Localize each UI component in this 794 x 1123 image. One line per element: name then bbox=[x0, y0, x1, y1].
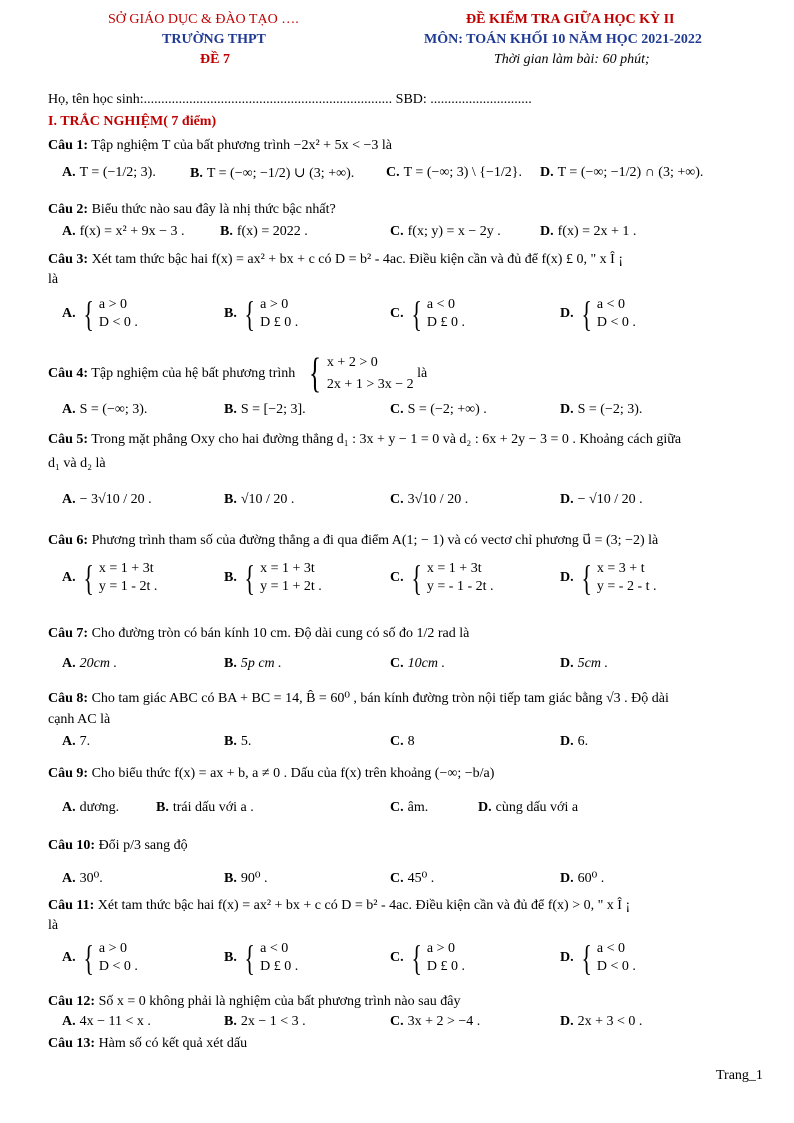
q2-option-b[interactable]: B. f(x) = 2022 . bbox=[220, 224, 308, 239]
q5-option-a[interactable]: A. − 3√10 / 20 . bbox=[62, 492, 152, 507]
question-6: Câu 6: Phương trình tham số của đường thẳng a đi qua điểm A(1; − 1) và có vectơ chỉ phương u⃗ = (3; −2) là bbox=[48, 533, 659, 548]
q7-option-d[interactable]: D. 5cm . bbox=[560, 656, 608, 671]
q2-option-a[interactable]: A. f(x) = x² + 9x − 3 . bbox=[62, 224, 185, 239]
question-1: Câu 1: Tập nghiệm T của bất phương trình −2x² + 5x < −3 là bbox=[48, 138, 392, 153]
question-2: Câu 2: Biểu thức nào sau đây là nhị thức bậc nhất? bbox=[48, 202, 336, 217]
q11-option-d[interactable]: D. { a < 0 D < 0 . bbox=[560, 938, 636, 978]
q3-option-d[interactable]: D. { a < 0 D < 0 . bbox=[560, 294, 636, 334]
page-number: Trang_1 bbox=[716, 1068, 763, 1083]
q9-option-c[interactable]: C. âm. bbox=[390, 800, 429, 815]
exam-code: ĐỀ 7 bbox=[200, 52, 230, 67]
question-12: Câu 12: Số x = 0 không phải là nghiệm của bất phương trình nào sau đây bbox=[48, 994, 461, 1009]
q2-option-d[interactable]: D. f(x) = 2x + 1 . bbox=[540, 224, 637, 239]
school-name: TRƯỜNG THPT bbox=[162, 32, 266, 47]
q3-option-c[interactable]: C. { a < 0 D £ 0 . bbox=[390, 294, 466, 334]
q6-option-c[interactable]: C. { x = 1 + 3t y = - 1 - 2t . bbox=[390, 558, 494, 598]
q3-option-b[interactable]: B. { a > 0 D £ 0 . bbox=[224, 294, 299, 334]
q7-option-b[interactable]: B. 5p cm . bbox=[224, 656, 282, 671]
q6-option-a[interactable]: A. { x = 1 + 3t y = 1 - 2t . bbox=[62, 558, 158, 598]
q12-option-a[interactable]: A. 4x − 11 < x . bbox=[62, 1014, 151, 1029]
q12-option-d[interactable]: D. 2x + 3 < 0 . bbox=[560, 1014, 643, 1029]
question-13: Câu 13: Hàm số có kết quả xét dấu bbox=[48, 1036, 248, 1051]
q12-option-b[interactable]: B. 2x − 1 < 3 . bbox=[224, 1014, 306, 1029]
q6-option-b[interactable]: B. { x = 1 + 3t y = 1 + 2t . bbox=[224, 558, 322, 598]
q5-option-c[interactable]: C. 3√10 / 20 . bbox=[390, 492, 469, 507]
q9-option-d[interactable]: D. cùng dấu với a bbox=[478, 800, 579, 815]
q1-option-b[interactable]: B. T = (−∞; −1/2) ∪ (3; +∞). bbox=[190, 166, 355, 181]
question-7: Câu 7: Cho đường tròn có bán kính 10 cm. Độ dài cung có số đo 1/2 rad là bbox=[48, 626, 470, 641]
q7-option-a[interactable]: A. 20cm . bbox=[62, 656, 117, 671]
q12-option-c[interactable]: C. 3x + 2 > −4 . bbox=[390, 1014, 481, 1029]
q5-option-d[interactable]: D. − √10 / 20 . bbox=[560, 492, 643, 507]
question-3: Câu 3: Xét tam thức bậc hai f(x) = ax² + bx + c có D = b² - 4ac. Điều kiện cần và đủ để f(x) £ 0, " x Î ¡ bbox=[48, 252, 623, 267]
section-heading: I. TRẮC NGHIỆM( 7 điểm) bbox=[48, 114, 217, 129]
q10-option-a[interactable]: A. 30⁰. bbox=[62, 871, 103, 886]
subject: MÔN: TOÁN KHỐI 10 NĂM HỌC 2021-2022 bbox=[424, 32, 702, 47]
q8-option-a[interactable]: A. 7. bbox=[62, 734, 91, 749]
q1-option-d[interactable]: D. T = (−∞; −1/2) ∩ (3; +∞). bbox=[540, 165, 704, 180]
exam-time: Thời gian làm bài: 60 phút; bbox=[494, 52, 650, 67]
q8-option-b[interactable]: B. 5. bbox=[224, 734, 252, 749]
q11-option-b[interactable]: B. { a < 0 D £ 0 . bbox=[224, 938, 299, 978]
question-4: Câu 4: Tập nghiệm của hệ bất phương trình { x + 2 > 0 2x + 1 > 3x − 2 là bbox=[48, 351, 428, 397]
department: SỞ GIÁO DỤC & ĐÀO TẠO …. bbox=[108, 12, 299, 27]
q4-option-a[interactable]: A. S = (−∞; 3). bbox=[62, 402, 148, 417]
question-5-cont: d₁ và d₂ là bbox=[48, 456, 106, 471]
q1-option-c[interactable]: C. T = (−∞; 3) \ {−1/2}. bbox=[386, 165, 523, 180]
question-10: Câu 10: Đổi p/3 sang độ bbox=[48, 838, 188, 853]
student-info-line: Họ, tên học sinh:....................................................................... SBD: ............................. bbox=[48, 92, 532, 107]
q9-option-a[interactable]: A. dương. bbox=[62, 800, 120, 815]
q1-option-a[interactable]: A. T = (−1/2; 3). bbox=[62, 165, 156, 180]
q4-option-d[interactable]: D. S = (−2; 3). bbox=[560, 402, 643, 417]
q11-option-c[interactable]: C. { a > 0 D £ 0 . bbox=[390, 938, 466, 978]
q11-option-a[interactable]: A. { a > 0 D < 0 . bbox=[62, 938, 138, 978]
question-11: Câu 11: Xét tam thức bậc hai f(x) = ax² + bx + c có D = b² - 4ac. Điều kiện cần và đủ để f(x) > 0, " x Î ¡ bbox=[48, 898, 631, 913]
q4-option-b[interactable]: B. S = [−2; 3]. bbox=[224, 402, 306, 417]
question-11-cont: là bbox=[48, 918, 59, 933]
q4-option-c[interactable]: C. S = (−2; +∞) . bbox=[390, 402, 487, 417]
q8-option-c[interactable]: C. 8 bbox=[390, 734, 415, 749]
q8-option-d[interactable]: D. 6. bbox=[560, 734, 589, 749]
question-8-cont: cạnh AC là bbox=[48, 712, 111, 727]
q10-option-c[interactable]: C. 45⁰ . bbox=[390, 871, 435, 886]
question-5: Câu 5: Trong mặt phẳng Oxy cho hai đường thẳng d₁ : 3x + y − 1 = 0 và d₂ : 6x + 2y − 3 = 0 . Khoảng cách giữa bbox=[48, 432, 682, 447]
q5-option-b[interactable]: B. √10 / 20 . bbox=[224, 492, 295, 507]
question-3-cont: là bbox=[48, 272, 59, 287]
q3-option-a[interactable]: A. { a > 0 D < 0 . bbox=[62, 294, 138, 334]
q10-option-d[interactable]: D. 60⁰ . bbox=[560, 871, 605, 886]
q2-option-c[interactable]: C. f(x; y) = x − 2y . bbox=[390, 224, 501, 239]
q7-option-c[interactable]: C. 10cm . bbox=[390, 656, 445, 671]
question-8: Câu 8: Cho tam giác ABC có BA + BC = 14, B̂ = 60⁰ , bán kính đường tròn nội tiếp tam giác bằng √3 . Độ dài bbox=[48, 691, 669, 706]
exam-title: ĐỀ KIỂM TRA GIỮA HỌC KỲ II bbox=[466, 12, 675, 27]
q9-option-b[interactable]: B. trái dấu với a . bbox=[156, 800, 254, 815]
q6-option-d[interactable]: D. { x = 3 + t y = - 2 - t . bbox=[560, 558, 657, 598]
question-9: Câu 9: Cho biểu thức f(x) = ax + b, a ≠ 0 . Dấu của f(x) trên khoảng (−∞; −b/a) bbox=[48, 766, 495, 781]
q10-option-b[interactable]: B. 90⁰ . bbox=[224, 871, 268, 886]
